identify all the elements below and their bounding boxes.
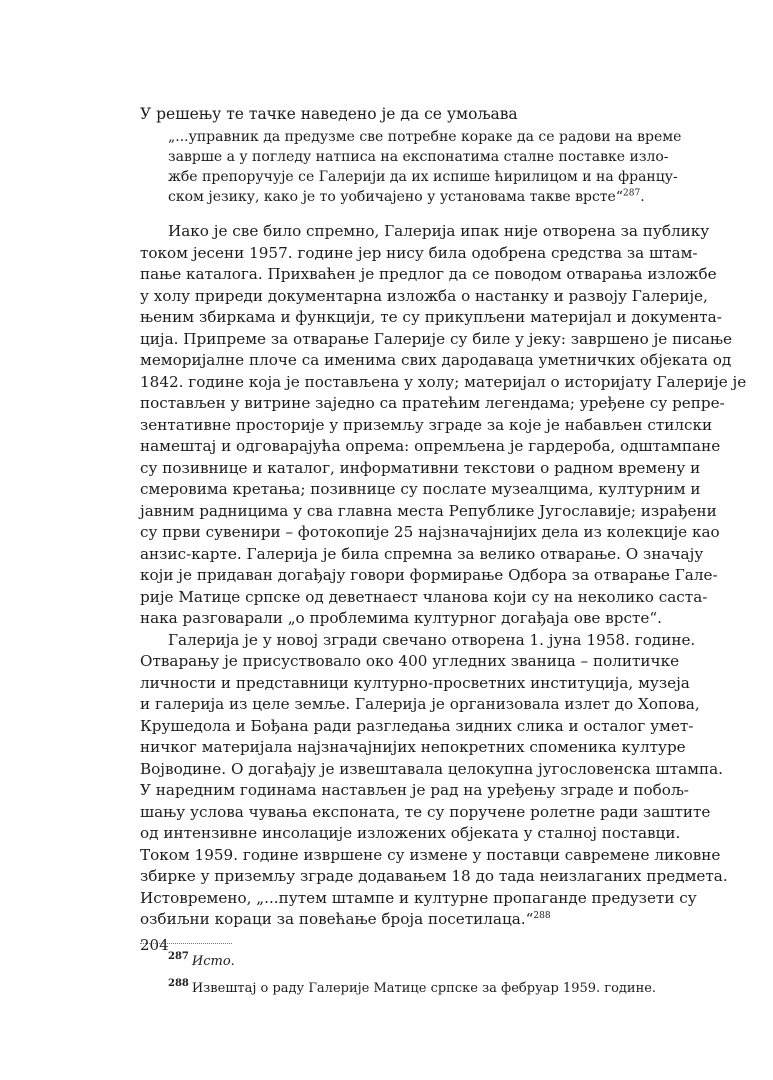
footnote-text: Извештај о раду Галерије Матице српске за фебруар 1959. године. [191, 980, 657, 996]
footnote-text: Исто. [191, 953, 235, 969]
quote-line: жбе препоручује се Галерији да их испише ћирилицом и на францу- [168, 169, 678, 185]
block-quote [168, 127, 682, 207]
paragraph-line: јавним радницима у сва главна места Републике Југославије; израђени [140, 501, 717, 520]
paragraph-line: смеровима кретања; позивнице су послате музеалцима, културним и [140, 480, 701, 498]
paragraph-line: од интензивне инсолације изложених објеката у сталној поставци. [140, 824, 681, 842]
footnote-288 [168, 978, 657, 998]
paragraph-line-last: озбиљни кораци за повећање броја посетилаца.“$^{288}$ [140, 910, 551, 928]
paragraph-line: који је придаван догађају говори формирање Одбора за отварање Гале- [140, 566, 718, 584]
footnote-number: 287 [168, 951, 189, 963]
paragraph-line: зентативне просторије у приземљу зграде за које је набављен стилски [140, 415, 713, 434]
paragraph-line: збирке у приземљу зграде додавањем 18 до тада неизлаганих предмета. [140, 867, 728, 885]
paragraph-line: су први сувенири – фотокопије 25 најзначајнијих дела из колекције као [140, 523, 720, 541]
paragraph-1 [140, 221, 747, 630]
paragraph-line: њеним збиркама и функцији, те су прикупљени материјал и документа- [140, 308, 722, 326]
footnote-ref-287[interactable]: 287 [623, 188, 641, 199]
footnote-287 [168, 952, 653, 971]
paragraph-2 [140, 630, 728, 931]
page-number: 204 [140, 936, 169, 954]
paragraph-line: Војводине. О догађају је извештавала целокупна југословенска штампа. [140, 759, 723, 778]
paragraph-line: рије Матице српске од деветнаест чланова који су на неколико саста- [140, 587, 708, 606]
paragraph-line: ција. Припреме за отварање Галерије су биле у јеку: завршено је писање [140, 329, 732, 348]
paragraph-line: Иако је све било спремно, Галерија ипак није отворена за публику [168, 222, 710, 240]
footnote-ref-288[interactable]: 288 [533, 910, 551, 921]
paragraph-line: Крушедола и Бођана ради разгледања зидних слика и осталог умет- [140, 716, 694, 735]
paragraph-line: намештај и одговарајућа опрема: опремљена је гардероба, одштампане [140, 437, 721, 455]
quote-line: „...управник да предузме све потребне кораке да се радови на време [168, 129, 682, 145]
footnote-number: 288 [168, 978, 189, 990]
paragraph-line: анзис-карте. Галерија је била спремна за велико отварање. О значају [140, 544, 704, 563]
paragraph-line: у холу приреди документарна изложба о настанку и развоју Галерије, [140, 286, 708, 305]
quote-line: заврше а у погледу натписа на експонатима сталне поставке изло- [168, 149, 669, 165]
paragraph-line: током јесени 1957. године јер нису била одобрена средства за штам- [140, 243, 698, 262]
paragraph-line: Отварању је присуствовало око 400 угледних званица – политичке [140, 652, 680, 670]
paragraph-line: Истовремено, „...путем штампе и културне пропаганде предузети су [140, 888, 697, 907]
quote-line-last: ском језику, како је то уобичајено у установама такве врсте“$^{287}$. [168, 188, 645, 205]
page-body [140, 103, 747, 1006]
paragraph-line: су позивнице и каталог, информативни текстови о радном времену и [140, 458, 701, 477]
paragraph-line: 1842. године која је постављена у холу; материјал о историјату Галерије је [140, 372, 747, 391]
paragraph-line: Током 1959. године извршене су измене у поставци савремене ликовне [140, 845, 721, 864]
paragraph-line: пање каталога. Прихваћен је предлог да се поводом отварања изложбе [140, 265, 717, 283]
paragraph-line: личности и представници културно-просветних институција, музеја [140, 673, 690, 692]
paragraph-line: шању услова чувања експоната, те су поручене ролетне ради заштите [140, 802, 711, 821]
paragraph-line: Галерија је у новој згради свечано отворена 1. јуна 1958. године. [168, 630, 696, 649]
paragraph-line: меморијалне плоче са именима свих дародаваца уметничких објеката од [140, 351, 732, 369]
paragraph-line: У наредним годинама настављен је рад на уређењу зграде и побољ- [140, 781, 689, 799]
paragraph-line: постављен у витрине заједно са пратећим легендама; уређене су репре- [140, 394, 725, 412]
lead-sentence: У решењу те тачке наведено је да се умољава [140, 105, 518, 123]
paragraph-line: и галерија из целе земље. Галерија је организовала излет до Хопова, [140, 695, 700, 713]
paragraph-line: ничког материјала најзначајнијих непокретних споменика културе [140, 738, 686, 756]
paragraph-line: нака разговарали „о проблемима културног догађаја ове врсте“. [140, 609, 663, 627]
